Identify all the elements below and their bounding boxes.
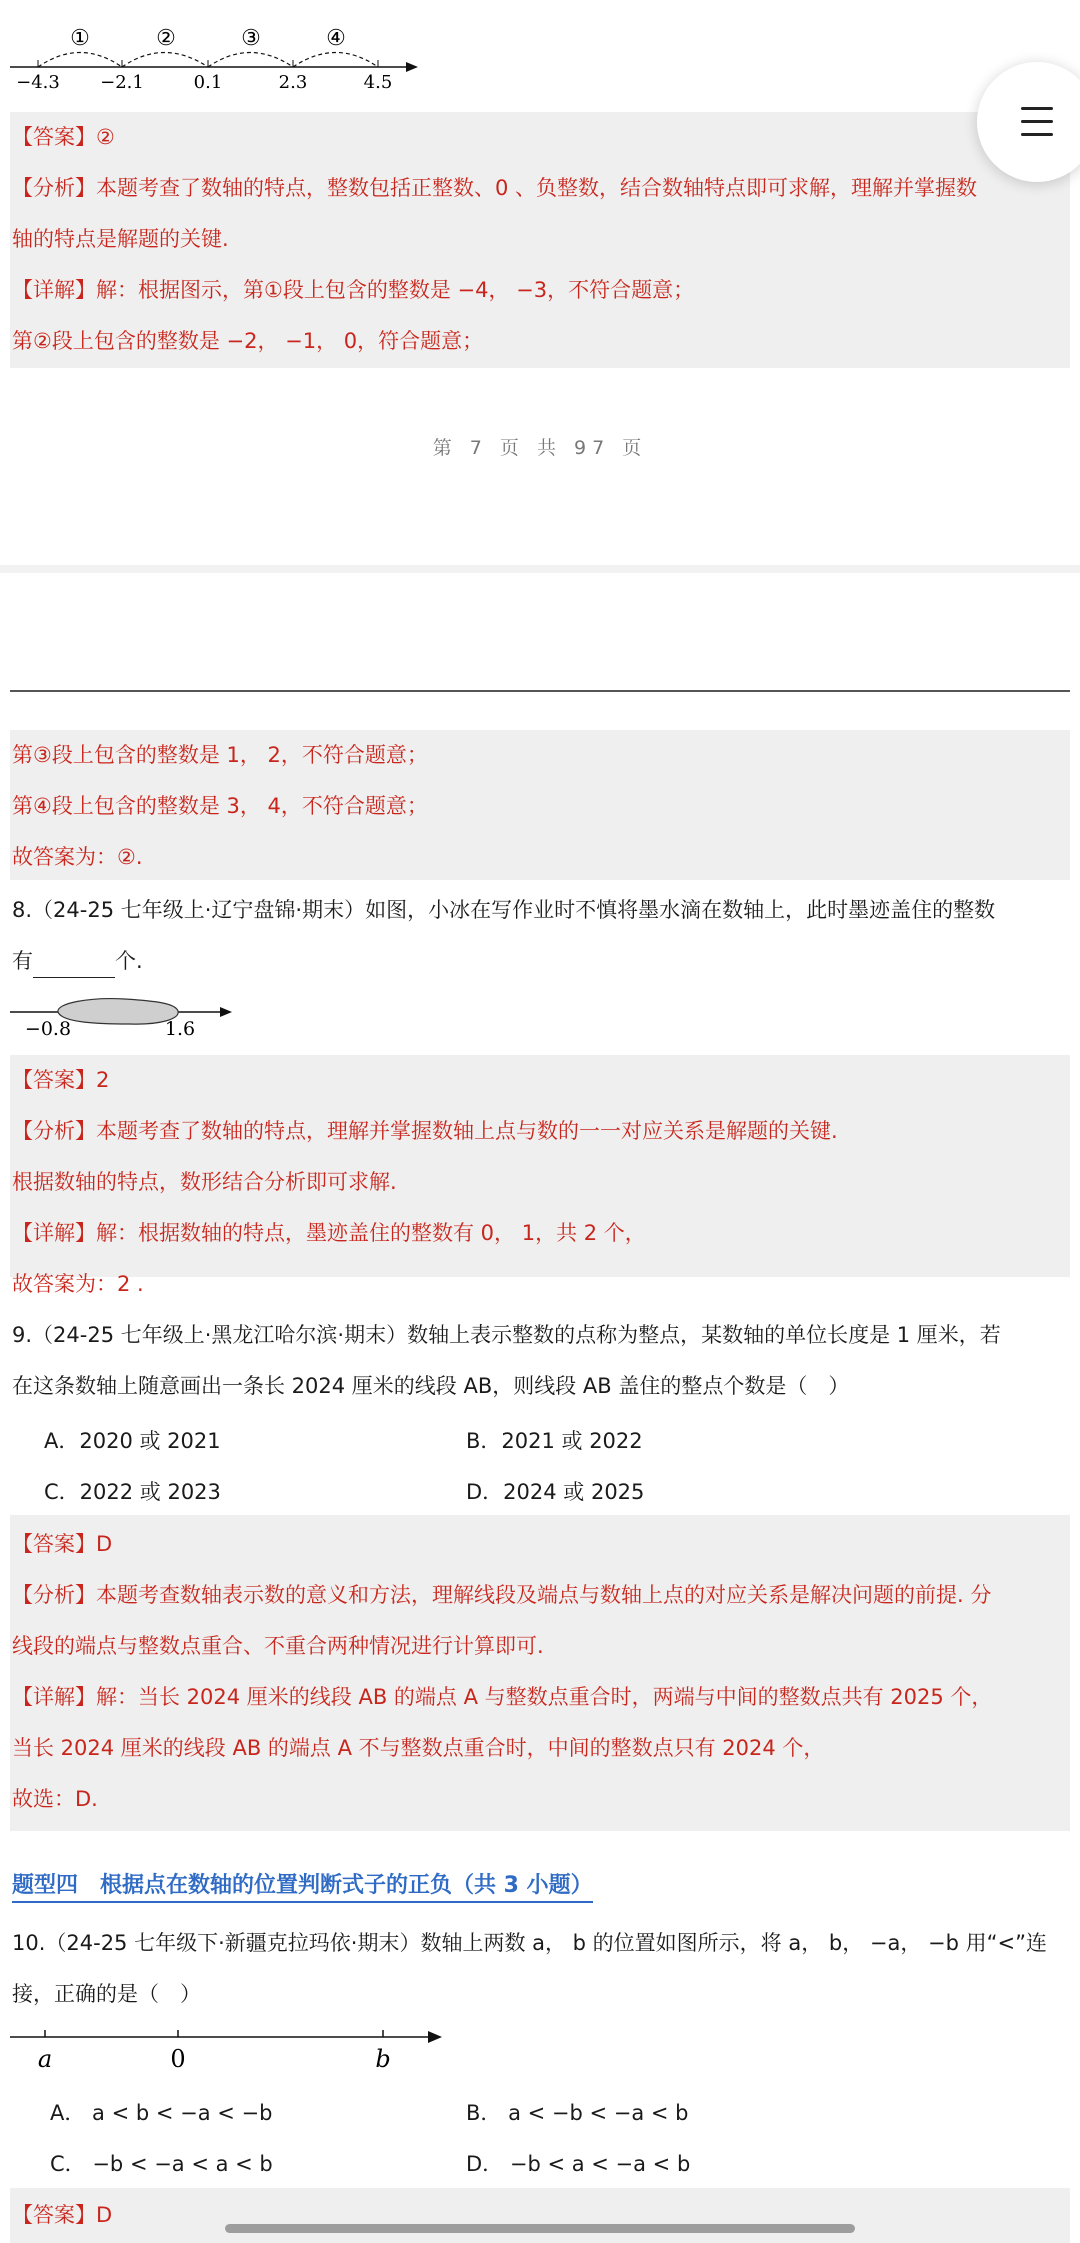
tick-label: −2.1 bbox=[100, 72, 144, 93]
detail-line: 第②段上包含的整数是 −2， −1， 0，符合题意； bbox=[12, 329, 484, 353]
analysis-line: 线段的端点与整数点重合、不重合两种情况进行计算即可. bbox=[12, 1634, 544, 1658]
final-answer-line: 故选：D. bbox=[12, 1787, 98, 1811]
tick-label: −4.3 bbox=[16, 72, 60, 93]
tick-label: b bbox=[375, 2045, 391, 2073]
ink-numberline-figure bbox=[0, 995, 260, 1045]
question-9-text: 9.（24-25 七年级上·黑龙江哈尔滨·期末）数轴上表示整数的点称为整点，某数轴的单位长度是 1 厘米，若 bbox=[12, 1323, 1001, 1347]
option-a: A． a < b < −a < −b bbox=[50, 2101, 273, 2125]
tick-label: a bbox=[37, 2045, 53, 2073]
option-b: B．2021 或 2022 bbox=[466, 1429, 643, 1453]
section-heading[interactable]: 题型四 根据点在数轴的位置判断式子的正负（共 3 小题） bbox=[12, 1868, 593, 1903]
home-indicator[interactable] bbox=[225, 2224, 855, 2233]
page-number-footer: 第 7 页 共 97 页 bbox=[432, 437, 648, 459]
numberline-figure-top bbox=[0, 0, 440, 100]
question-8-text-part: 有 bbox=[12, 949, 33, 973]
question-8-text-2 bbox=[12, 944, 143, 978]
tick-label: 0.1 bbox=[193, 72, 223, 93]
tick-label: 4.5 bbox=[363, 72, 393, 93]
answer-line: 【答案】② bbox=[12, 125, 115, 149]
tick-label: 1.6 bbox=[164, 1018, 196, 1040]
detail-line: 第④段上包含的整数是 3， 4，不符合题意； bbox=[12, 794, 428, 818]
option-a: A．2020 或 2021 bbox=[44, 1429, 221, 1453]
answer-line: 【答案】2 bbox=[12, 1068, 110, 1092]
tick-label: 2.3 bbox=[278, 72, 308, 93]
tick-label: −0.8 bbox=[24, 1018, 72, 1040]
question-8-text: 8.（24-25 七年级上·辽宁盘锦·期末）如图，小冰在写作业时不慎将墨水滴在数轴上，此时墨迹盖住的整数 bbox=[12, 898, 996, 922]
detail-line: 当长 2024 厘米的线段 AB 的端点 A 不与整数点重合时，中间的整数点只有 2024 个， bbox=[12, 1736, 825, 1760]
question-8-text-part: 个. bbox=[115, 949, 143, 973]
analysis-line: 根据数轴的特点，数形结合分析即可求解. bbox=[12, 1170, 397, 1194]
final-answer-line: 故答案为：2 . bbox=[12, 1272, 144, 1296]
ab-numberline-figure bbox=[0, 2015, 460, 2075]
answer-blank bbox=[33, 957, 115, 978]
page-top-rule bbox=[10, 690, 1070, 692]
option-b: B． a < −b < −a < b bbox=[466, 2101, 689, 2125]
segment-label-1: ① bbox=[70, 26, 90, 51]
answer-line: 【答案】D bbox=[12, 1532, 113, 1556]
answer-block-10 bbox=[10, 2188, 1070, 2243]
tick-label: 0 bbox=[170, 2045, 186, 2073]
option-d: D．2024 或 2025 bbox=[466, 1480, 645, 1504]
page-divider bbox=[0, 565, 1080, 573]
option-d: D． −b < a < −a < b bbox=[466, 2152, 691, 2176]
segment-label-3: ③ bbox=[241, 26, 261, 51]
option-c: C． −b < −a < a < b bbox=[50, 2152, 273, 2176]
numberline-top-svg bbox=[0, 0, 440, 100]
answer-line: 【答案】D bbox=[12, 2203, 113, 2227]
analysis-line: 【分析】本题考查了数轴的特点，整数包括正整数、0 、负整数，结合数轴特点即可求解，理解并掌握数 bbox=[12, 176, 978, 200]
detail-line: 第③段上包含的整数是 1， 2，不符合题意； bbox=[12, 743, 428, 767]
question-10-text: 10.（24-25 七年级下·新疆克拉玛依·期末）数轴上两数 a， b 的位置如图所示，将 a， b， −a， −b 用“<”连 bbox=[12, 1931, 1047, 1955]
answer-block-9 bbox=[10, 1515, 1070, 1831]
analysis-line: 【分析】本题考查了数轴的特点，理解并掌握数轴上点与数的一一对应关系是解题的关键. bbox=[12, 1119, 838, 1143]
question-10-text-2: 接，正确的是（ ） bbox=[12, 1982, 201, 2006]
ink-numberline-svg bbox=[0, 995, 260, 1045]
analysis-line: 轴的特点是解题的关键. bbox=[12, 227, 229, 251]
question-9-text-2: 在这条数轴上随意画出一条长 2024 厘米的线段 AB，则线段 AB 盖住的整点个数是（ ） bbox=[12, 1374, 850, 1398]
segment-label-4: ④ bbox=[326, 26, 346, 51]
detail-line: 【详解】解：根据图示，第①段上包含的整数是 −4， −3，不符合题意； bbox=[12, 278, 695, 302]
detail-line: 【详解】解：根据数轴的特点，墨迹盖住的整数有 0， 1，共 2 个， bbox=[12, 1221, 646, 1245]
detail-line: 【详解】解：当长 2024 厘米的线段 AB 的端点 A 与整数点重合时，两端与中间的整数点共有 2025 个， bbox=[12, 1685, 993, 1709]
final-answer-line: 故答案为：②. bbox=[12, 845, 143, 869]
option-c: C．2022 或 2023 bbox=[44, 1480, 221, 1504]
ab-numberline-svg bbox=[0, 2015, 460, 2075]
analysis-line: 【分析】本题考查数轴表示数的意义和方法，理解线段及端点与数轴上点的对应关系是解决问题的前提. 分 bbox=[12, 1583, 992, 1607]
segment-label-2: ② bbox=[156, 26, 176, 51]
